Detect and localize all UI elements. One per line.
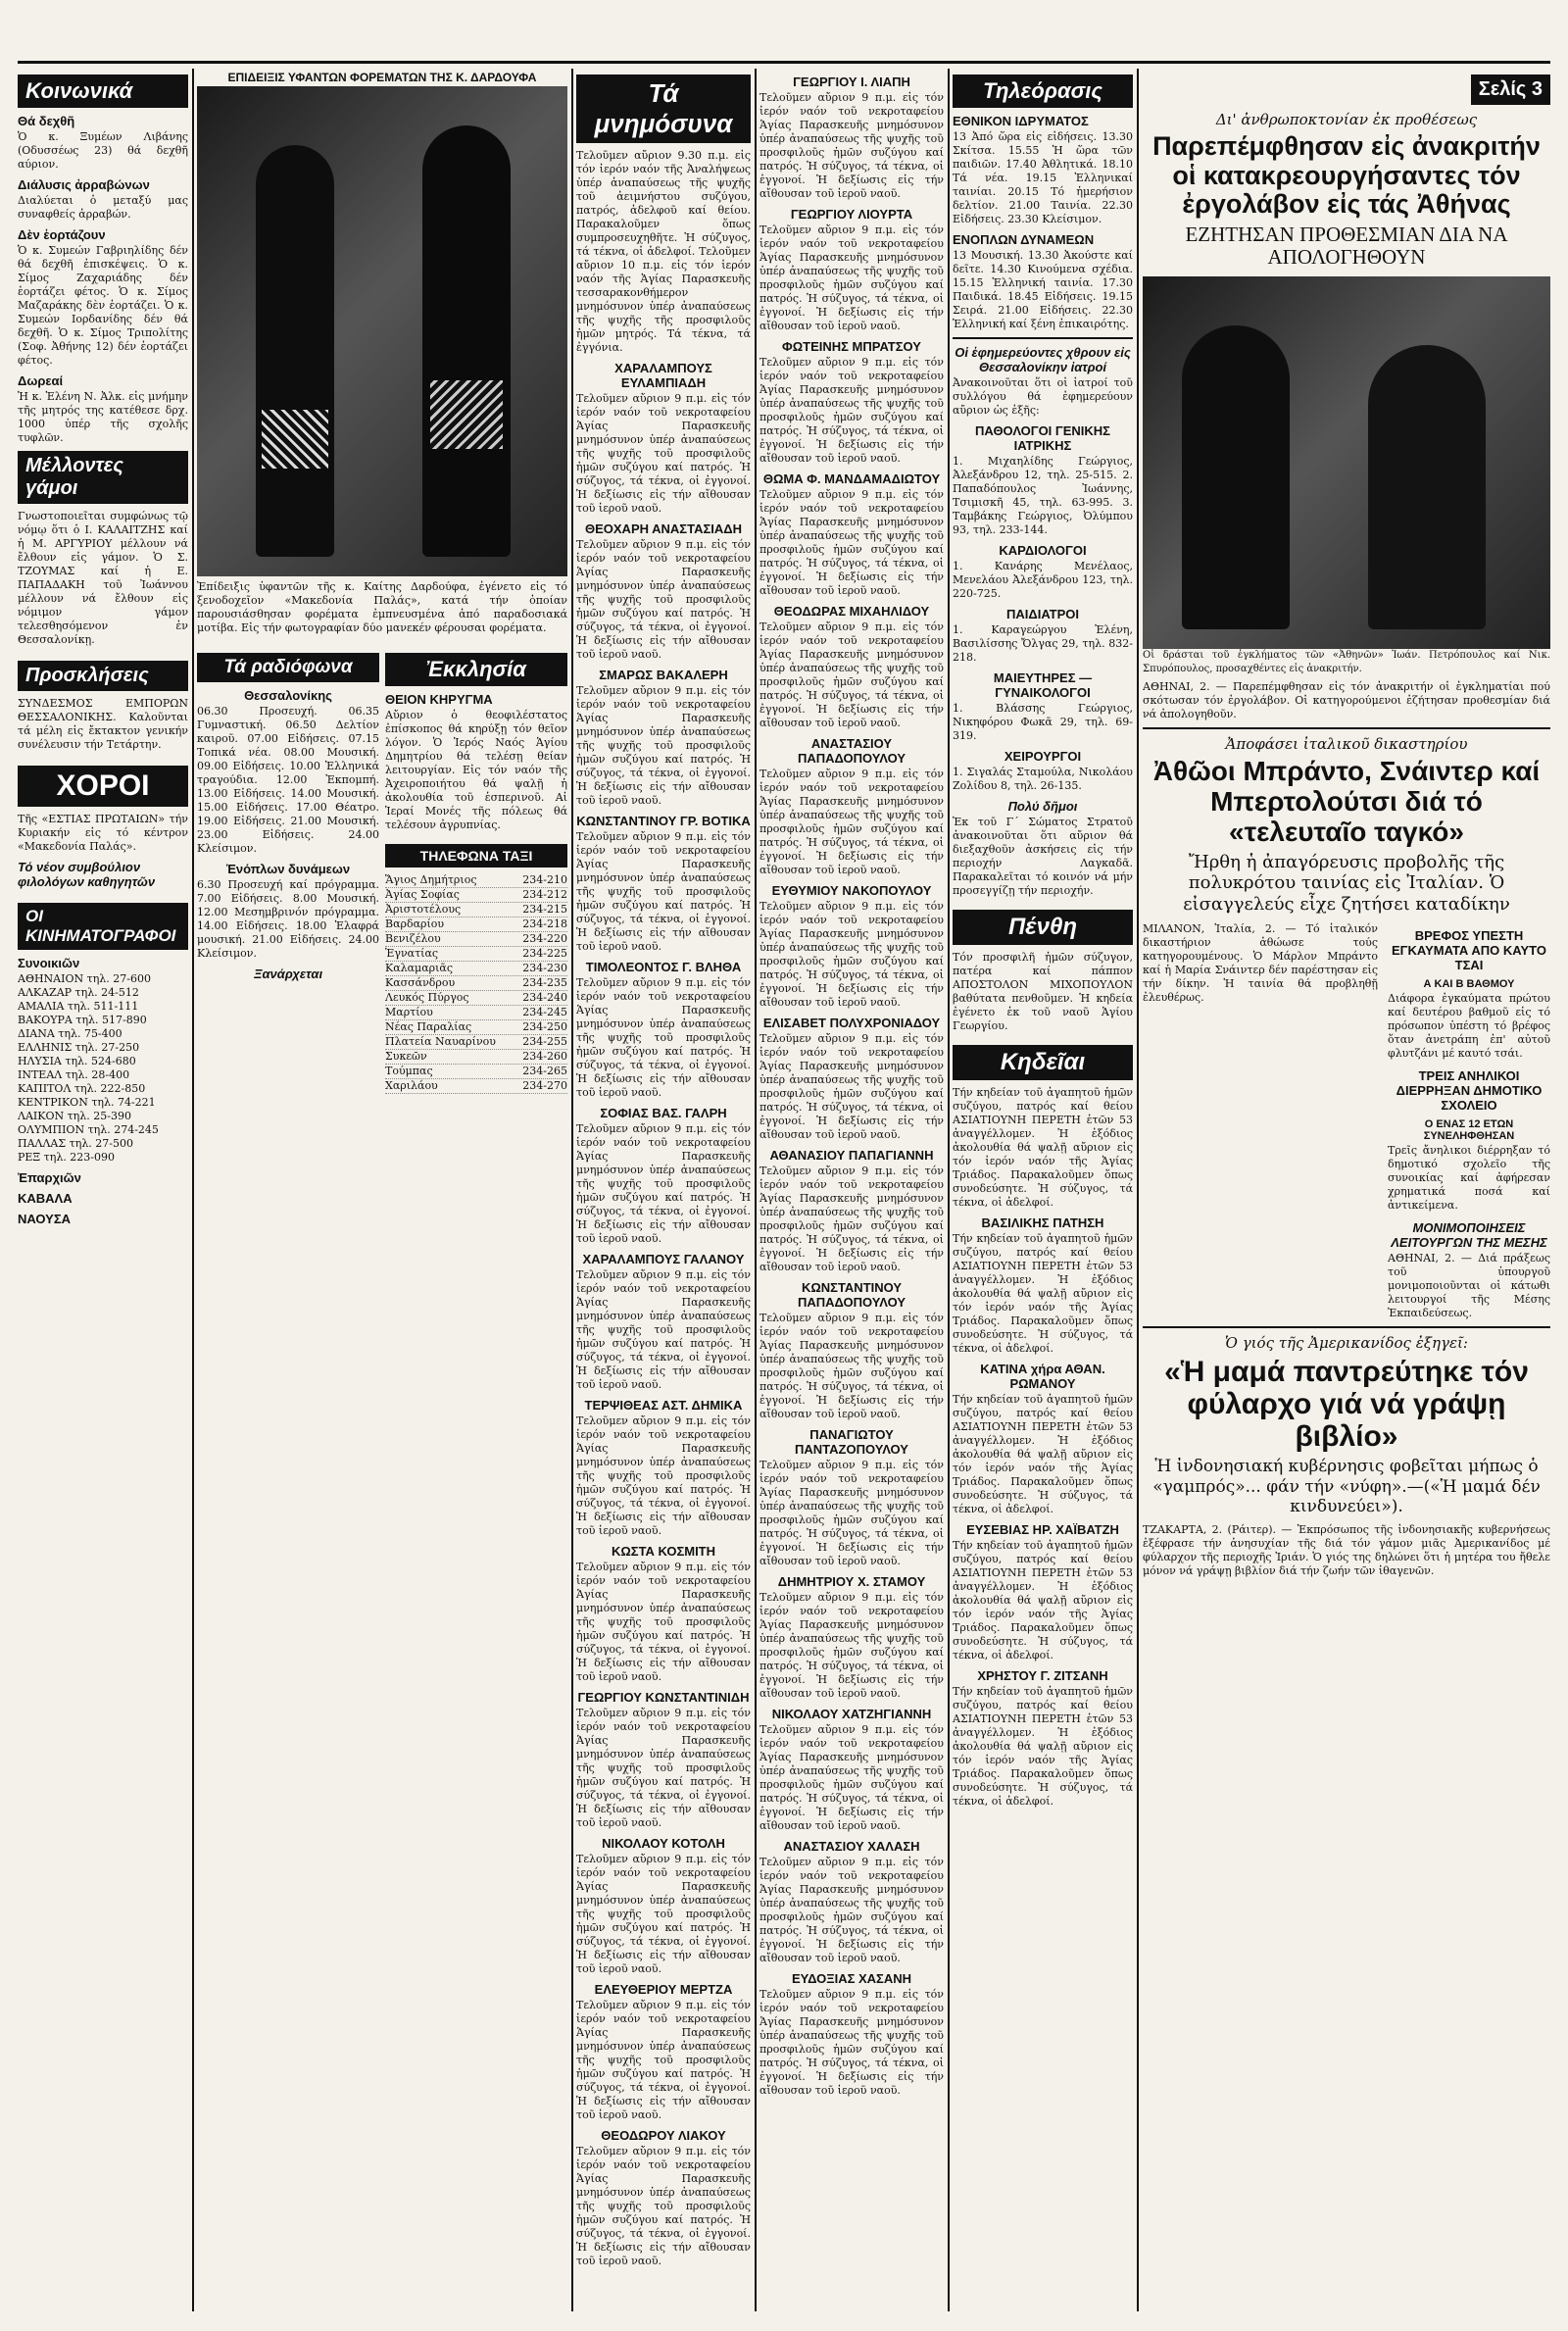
memorial-name: ΚΩΝΣΤΑΝΤΙΝΟΥ ΓΡ. ΒΟΤΙΚΑ bbox=[576, 814, 751, 828]
memorial-name: ΑΝΑΣΤΑΣΙΟΥ ΠΑΠΑΔΟΠΟΥΛΟΥ bbox=[797, 736, 906, 766]
memorial-text: Τελοῦμεν αὔριον 9 π.μ. εἰς τόν ἱερόν ναόν τοῦ νεκροταφείου Ἁγίας Παρασκευῆς μνημόσυνον ὑπέρ ἀναπαύσεως τῆς ψυχῆς τοῦ προσφιλοῦς ἡμῶν συζύγου καί πατρός. Ἡ σύζυγος, τά τέκνα, οἱ ἐγγονοί. Ἡ δεξίωσις εἰς τήν αἴθουσαν τοῦ ἱεροῦ ναοῦ. bbox=[576, 1414, 751, 1537]
radio-text-2: 6.30 Προσευχή καί πρόγραμμα. 7.00 Εἰδήσεις. 8.00 Μουσική. 12.00 Μεσημβρινόν πρόγραμμα. 14.00 Εἰδήσεις. 18.00 Ἑλαφρά μουσική. 21.00 Εἰδήσεις. 24.00 Κλείσιμον. bbox=[197, 878, 379, 960]
court-headline: Ἀθῶοι Μπράντο, Σνάιντερ καί Μπερτολούτσι διά τό «τελευταῖο ταγκό» bbox=[1152, 756, 1541, 847]
taxi-row bbox=[385, 873, 567, 888]
doctor-specialty: ΠΑΘΟΛΟΓΟΙ ΓΕΝΙΚΗΣ ΙΑΤΡΙΚΗΣ bbox=[975, 423, 1110, 453]
taxi-stand-name: Βαρδαρίου bbox=[385, 918, 445, 930]
suspect-figure bbox=[1368, 345, 1486, 629]
memorials-heading: Τά μνημόσυνα bbox=[576, 74, 751, 143]
memorial-name: ΚΩΣΤΑ ΚΟΣΜΙΤΗ bbox=[611, 1544, 716, 1559]
taxi-stand-name: Τούμπας bbox=[385, 1065, 433, 1077]
memorial-text: Τελοῦμεν αὔριον 9 π.μ. εἰς τόν ἱερόν ναόν τοῦ νεκροταφείου Ἁγίας Παρασκευῆς μνημόσυνον ὑπέρ ἀναπαύσεως τῆς ψυχῆς τοῦ προσφιλοῦς ἡμῶν συζύγου καί πατρός. Ἡ σύζυγος, τά τέκνα, οἱ ἐγγονοί. Ἡ δεξίωσις εἰς τήν αἴθουσαν τοῦ ἱεροῦ ναοῦ. bbox=[760, 1856, 944, 1964]
memorial-name: ΓΕΩΡΓΙΟΥ Ι. ΛΙΑΠΗ bbox=[793, 74, 910, 89]
cinema-entry: ΛΑΙΚΟΝ τηλ. 25-390 bbox=[18, 1110, 131, 1122]
radio-text: 06.30 Προσευχή. 06.35 Γυμναστική. 06.50 Δελτίον καιροῦ. 07.00 Εἰδήσεις. 07.15 Τοπικά νέα. 08.00 Μουσική. 09.00 Εἰδήσεις. 10.00 Ἑλληνικά τραγούδια. 12.00 Ἐκπομπή. 13.00 Εἰδήσεις. 14.00 Μουσική. 15.00 Εἰδήσεις. 17.00 Θέατρο. 19.00 Εἰδήσεις. 21.00 Μουσική. 23.00 Εἰδήσεις. 24.00 Κλείσιμον. bbox=[197, 705, 379, 855]
taxi-stand-name: Συκεῶν bbox=[385, 1050, 427, 1063]
memorial-text: Τελοῦμεν αὔριον 9 π.μ. εἰς τόν ἱερόν ναόν τοῦ νεκροταφείου Ἁγίας Παρασκευῆς μνημόσυνον ὑπέρ ἀναπαύσεως τῆς ψυχῆς τοῦ προσφιλοῦς ἡμῶν συζύγου καί πατρός. Ἡ σύζυγος, τά τέκνα, οἱ ἐγγονοί. Ἡ δεξίωσις εἰς τήν αἴθουσαν τοῦ ἱεροῦ ναοῦ. bbox=[576, 1268, 751, 1391]
memorial-text: Τελοῦμεν αὔριον 9 π.μ. εἰς τόν ἱερόν ναόν τοῦ νεκροταφείου Ἁγίας Παρασκευῆς μνημόσυνον ὑπέρ ἀναπαύσεως τῆς ψυχῆς τοῦ προσφιλοῦς ἡμῶν συζύγου καί πατρός. Ἡ σύζυγος, τά τέκνα, οἱ ἐγγονοί. Ἡ δεξίωσις εἰς τήν αἴθουσαν τοῦ ἱεροῦ ναοῦ. bbox=[576, 538, 751, 661]
cinemas-heading: ΟΙ ΚΙΝΗΜΑΤΟΓΡΑΦΟΙ bbox=[18, 903, 188, 950]
nameday-title: Δὲν ἑορτάζουν bbox=[18, 227, 106, 242]
memorial-name: ΝΙΚΟΛΑΟΥ ΧΑΤΖΗΓΙΑΝΝΗ bbox=[771, 1707, 932, 1721]
memorial-text: Τελοῦμεν αὔριον 9 π.μ. εἰς τόν ἱερόν ναόν τοῦ νεκροταφείου Ἁγίας Παρασκευῆς μνημόσυνον ὑπέρ ἀναπαύσεως τῆς ψυχῆς τοῦ προσφιλοῦς ἡμῶν συζύγου καί πατρός. Ἡ σύζυγος, τά τέκνα, οἱ ἐγγονοί. Ἡ δεξίωσις εἰς τήν αἴθουσαν τοῦ ἱεροῦ ναοῦ. bbox=[576, 2145, 751, 2267]
funeral-name: ΧΡΗΣΤΟΥ Γ. ΖΙΤΣΑΝΗ bbox=[977, 1668, 1108, 1683]
taxi-stand-name: Καλαμαριᾶς bbox=[385, 962, 453, 974]
weddings-text: Γνωστοποιεῖται συμφώνως τῷ νόμῳ ὅτι ὁ Ι. ΚΑΛΑΙΤΖΗΣ καί ἡ Μ. ΑΡΓΥΡΙΟΥ μέλλουν νά ἔλθουν εἰς γάμον. Ὁ Σ. ΤΖΟΥΜΑΣ καί ἡ Ε. ΠΑΠΑΔΑΚΗ τοῦ Ἰωάννου μέλλουν νά ἔλθουν εἰς νόμιμον γάμον τελεσθησόμενον ἐν Θεσσαλονίκῃ. bbox=[18, 510, 188, 646]
column-rule bbox=[948, 69, 950, 2311]
taxi-row bbox=[385, 903, 567, 918]
cinema-entry: ΚΕΝΤΡΙΚΟΝ τηλ. 74-221 bbox=[18, 1096, 156, 1109]
doctor-entry: 1. Σιγαλάς Σταμούλα, Νικολάου Ζολίδου 8, τηλ. 26-135. bbox=[953, 766, 1133, 792]
memorial-name: ΣΜΑΡΩΣ ΒΑΚΑΛΕΡΗ bbox=[599, 668, 728, 682]
mom-subhead: Ἡ ἰνδονησιακή κυβέρνησις φοβεῖται μήπως ὁ «γαμπρός»... φάν τήν «νύφη».—(«Ἡ μαμά δέν κινδυνεύει»). bbox=[1152, 1457, 1541, 1517]
tv-heading: Τηλεόρασις bbox=[953, 74, 1133, 108]
doctor-entry: 1. Καραγεώργου Ἑλένη, Βασιλίσσης Ὄλγας 29, τηλ. 832-218. bbox=[953, 623, 1133, 664]
fashion-radio-church-column bbox=[197, 69, 567, 2313]
taxi-row bbox=[385, 947, 567, 962]
taxi-phone: 234-270 bbox=[522, 1079, 567, 1092]
taxi-row bbox=[385, 1006, 567, 1020]
radio-sub-thessaloniki: Θεσσαλονίκης bbox=[244, 688, 332, 703]
crime-story: ΑΘΗΝΑΙ, 2. — Παρεπέμφθησαν εἰς τόν ἀνακριτήν οἱ ἐγκληματίαι πού σκότωσαν τόν ἐργολάβον. Οἱ κατηγορούμενοι ἐζήτησαν προθεσμίαν διά νά ἀπολογηθοῦν. bbox=[1143, 680, 1550, 721]
cinema-list bbox=[18, 972, 188, 1165]
invitations-heading: Προσκλήσεις bbox=[18, 661, 188, 691]
taxi-stand-name: Ἀγίας Σοφίας bbox=[385, 888, 460, 901]
funeral-text: Τήν κηδείαν τοῦ ἀγαπητοῦ ἡμῶν συζύγου, πατρός καί θείου ΑΣΙΑΤΙΟΥΝΗ ΠΕΡΕΤΗ ἐτῶν 53 ἀναγγέλλομεν. Ἡ ἐξόδιος ἀκολουθία θά ψαλῇ αὔριον εἰς τόν ἱερόν ναόν τῆς Ἁγίας Τριάδος. Παρακαλοῦμεν ὅπως συνοδεύσητε. Ἡ σύζυγος, τά τέκνα, οἱ ἀδελφοί. bbox=[953, 1232, 1133, 1355]
cinema-naousa: ΝΑΟΥΣΑ bbox=[18, 1212, 72, 1226]
funeral-name: ΕΥΣΕΒΙΑΣ ΗΡ. ΧΑΪΒΑΤΖΗ bbox=[966, 1522, 1119, 1537]
cinema-sub-neighbourhoods: Συνοικιῶν bbox=[18, 956, 80, 970]
memorial-name: ΕΛΙΣΑΒΕΤ ΠΟΛΥΧΡΟΝΙΑΔΟΥ bbox=[762, 1016, 941, 1030]
taxi-phone: 234-212 bbox=[522, 888, 567, 901]
taxi-row bbox=[385, 991, 567, 1006]
taxi-row bbox=[385, 962, 567, 976]
funeral-text: Τήν κηδείαν τοῦ ἀγαπητοῦ ἡμῶν συζύγου, πατρός καί θείου ΑΣΙΑΤΙΟΥΝΗ ΠΕΡΕΤΗ ἐτῶν 53 ἀναγγέλλομεν. Ἡ ἐξόδιος ἀκολουθία θά ψαλῇ αὔριον εἰς τόν ἱερόν ναόν τῆς Ἁγίας Τριάδος. Παρακαλοῦμεν ὅπως συνοδεύσητε. Ἡ σύζυγος, τά τέκνα, οἱ ἀδελφοί. bbox=[953, 1685, 1133, 1808]
radio-heading: Τά ραδιόφωνα bbox=[197, 653, 379, 682]
engagement-title: Διάλυσις ἀρραβώνων bbox=[18, 177, 150, 192]
cinema-entry: ΑΛΚΑΖΑΡ τηλ. 24-512 bbox=[18, 986, 139, 999]
invitations-text: ΣΥΝΔΕΣΜΟΣ ΕΜΠΟΡΩΝ ΘΕΣΣΑΛΟΝΙΚΗΣ. Καλοῦνται τά μέλη εἰς ἔκτακτον γενικήν συνέλευσιν τήν Τετάρτην. bbox=[18, 697, 188, 751]
memorials-column-2 bbox=[760, 69, 944, 2313]
taxi-row bbox=[385, 1035, 567, 1050]
city-notice-title: Πολύ δῆμοι bbox=[1007, 799, 1078, 814]
taxi-phone: 234-235 bbox=[522, 976, 567, 989]
column-rule bbox=[192, 69, 194, 2311]
page-tag: Σελίς 3 bbox=[1471, 74, 1550, 105]
fashion-banner: ΕΠΙΔΕΙΞΙΣ ΥΦΑΝΤΩΝ ΦΟΡΕΜΑΤΩΝ ΤΗΣ Κ. ΔΑΡΔΟΥΦΑ bbox=[227, 71, 537, 84]
memorial-name: ΘΕΟΧΑΡΗ ΑΝΑΣΤΑΣΙΑΔΗ bbox=[584, 521, 742, 536]
memorial-name: ΘΕΟΔΩΡΑΣ ΜΙΧΑΗΛΙΔΟΥ bbox=[773, 604, 930, 619]
receiving-text: Ὁ κ. Ξυμέων Λιβάνης (Οδυσσέως 23) θά δεχθῆ αύριον. bbox=[18, 130, 188, 171]
doctor-specialty: ΠΑΙΔΙΑΤΡΟΙ bbox=[1006, 607, 1079, 621]
cinema-entry: ΑΜΑΛΙΑ τηλ. 511-111 bbox=[18, 1000, 139, 1013]
funerals-heading: Κηδεῖαι bbox=[953, 1045, 1133, 1080]
taxi-phone: 234-225 bbox=[522, 947, 567, 960]
taxi-row bbox=[385, 888, 567, 903]
taxi-row bbox=[385, 932, 567, 947]
brief-3-text: ΑΘΗΝΑΙ, 2. — Διά πράξεως τοῦ ὑπουργοῦ μονιμοποιοῦνται οἱ κάτωθι λειτουργοί τῆς Μέσης Ἐκπαιδεύσεως. bbox=[1388, 1252, 1550, 1320]
suspect-figure bbox=[1182, 325, 1290, 629]
memorial-text: Τελοῦμεν αὔριον 9 π.μ. εἰς τόν ἱερόν ναόν τοῦ νεκροταφείου Ἁγίας Παρασκευῆς μνημόσυνον ὑπέρ ἀναπαύσεως τῆς ψυχῆς τοῦ προσφιλοῦς ἡμῶν συζύγου καί πατρός. Ἡ σύζυγος, τά τέκνα, οἱ ἐγγονοί. Ἡ δεξίωσις εἰς τήν αἴθουσαν τοῦ ἱεροῦ ναοῦ. bbox=[760, 91, 944, 200]
cinema-entry: ΚΑΠΙΤΟΛ τηλ. 222-850 bbox=[18, 1082, 146, 1095]
tv-text-national: 13 Ἀπό ὥρα εἰς εἰδήσεις. 13.30 Σκίτσα. 15.55 Ἡ ὥρα τῶν παιδιῶν. 17.40 Ἀθλητικά. 18.10 Τά νέα. 19.15 Ἐλληνικαί ταινίαι. 20.15 Τό ἡμερήσιον δελτίον. 21.00 Ταινία. 22.30 Εἰδήσεις. 23.30 Κλείσιμον. bbox=[953, 130, 1133, 225]
memorial-text: Τελοῦμεν αὔριον 9 π.μ. εἰς τόν ἱερόν ναόν τοῦ νεκροταφείου Ἁγίας Παρασκευῆς μνημόσυνον ὑπέρ ἀναπαύσεως τῆς ψυχῆς τοῦ προσφιλοῦς ἡμῶν συζύγου καί πατρός. Ἡ σύζυγος, τά τέκνα, οἱ ἐγγονοί. Ἡ δεξίωσις εἰς τήν αἴθουσαν τοῦ ἱεροῦ ναοῦ. bbox=[760, 1591, 944, 1700]
taxi-row bbox=[385, 1050, 567, 1065]
receiving-title: Θά δεχθῆ bbox=[18, 114, 75, 128]
cinema-entry: ΔΙΑΝΑ τηλ. 75-400 bbox=[18, 1027, 122, 1040]
sidebar-briefs bbox=[1388, 922, 1550, 1320]
memorial-name: ΘΕΟΔΩΡΟΥ ΛΙΑΚΟΥ bbox=[601, 2128, 726, 2143]
column-rule bbox=[1137, 69, 1139, 2311]
church-sub-2: Ξανάρχεται bbox=[253, 967, 323, 981]
memorial-name: ΘΩΜΑ Φ. ΜΑΝΔΑΜΑΔΙΩΤΟΥ bbox=[762, 471, 941, 486]
dress-pattern bbox=[262, 410, 328, 469]
taxi-phone: 234-215 bbox=[522, 903, 567, 916]
court-text: ΜΙΛΑΝΟΝ, Ἰταλία, 2. — Τό ἰταλικόν δικαστήριον ἀθώωσε τούς κατηγορουμένους. Ὁ Μάρλον Μπράντο καί ἡ Μαρία Σνάιντερ δέν παρέστησαν εἰς τήν δίκην. Ἡ ταινία θά προβληθῇ ἐλευθέρως. bbox=[1143, 922, 1378, 1005]
tv-sub-national: ΕΘΝΙΚΟΝ ΙΔΡΥΜΑΤΟΣ bbox=[953, 114, 1089, 128]
memorial-text: Τελοῦμεν αὔριον 9 π.μ. εἰς τόν ἱερόν ναόν τοῦ νεκροταφείου Ἁγίας Παρασκευῆς μνημόσυνον ὑπέρ ἀναπαύσεως τῆς ψυχῆς τοῦ προσφιλοῦς ἡμῶν συζύγου καί πατρός. Ἡ σύζυγος, τά τέκνα, οἱ ἐγγονοί. Ἡ δεξίωσις εἰς τήν αἴθουσαν τοῦ ἱεροῦ ναοῦ. bbox=[760, 1459, 944, 1567]
cinema-entry: ΙΝΤΕΑΛ τηλ. 28-400 bbox=[18, 1068, 130, 1081]
mom-text: ΤΖΑΚΑΡΤΑ, 2. (Ράιτερ). — Ἐκπρόσωπος τῆς ἰνδονησιακῆς κυβερνήσεως ἐξέφρασε τήν ἀνησυχίαν τῆς διά τόν γάμον μιᾶς Ἀμερικανίδος μέ φύλαρχον τῆς περιοχῆς Ἰριάν. Ὁ γιός της δηλώνει ὅτι ἡ μητέρα του ἤθελε μόνον νά γράψῃ βιβλίον διά τήν ζωήν τῶν ἰθαγενῶν. bbox=[1143, 1522, 1550, 1577]
memorial-name: ΣΟΦΙΑΣ ΒΑΣ. ΓΑΛΡΗ bbox=[600, 1106, 727, 1120]
engagement-text: Διαλύεται ὁ μεταξύ μας συναφθείς ἀρραβών. bbox=[18, 194, 188, 221]
crime-subhead: ΕΖΗΤΗΣΑΝ ΠΡΟΘΕΣΜΙΑΝ ΔΙΑ ΝΑ ΑΠΟΛΟΓΗΘΟΥΝ bbox=[1185, 223, 1508, 270]
taxi-row bbox=[385, 976, 567, 991]
memorial-text: Τελοῦμεν αὔριον 9 π.μ. εἰς τόν ἱερόν ναόν τοῦ νεκροταφείου Ἁγίας Παρασκευῆς μνημόσυνον ὑπέρ ἀναπαύσεως τῆς ψυχῆς τοῦ προσφιλοῦς ἡμῶν συζύγου καί πατρός. Ἡ σύζυγος, τά τέκνα, οἱ ἐγγονοί. Ἡ δεξίωσις εἰς τήν αἴθουσαν τοῦ ἱεροῦ ναοῦ. bbox=[576, 976, 751, 1099]
taxi-stand-name: Πλατεία Ναυαρίνου bbox=[385, 1035, 496, 1048]
taxi-phone: 234-250 bbox=[522, 1020, 567, 1033]
column-rule bbox=[755, 69, 757, 2311]
news-column bbox=[1143, 69, 1550, 2313]
court-kicker: Ἀποφάσει ἰταλικοῦ δικαστηρίου bbox=[1225, 735, 1468, 754]
memorial-name: ΓΕΩΡΓΙΟΥ ΚΩΝΣΤΑΝΤΙΝΙΔΗ bbox=[577, 1690, 750, 1705]
church-text: Αὔριον ὁ θεοφιλέστατος ἐπίσκοπος θά κηρύξῃ τόν θεῖον λόγον. Ὁ Ἱερός Ναός Ἁγίου Δημητρίου θά τελέσῃ θείαν λειτουργίαν. Εἰς τόν ναόν τῆς Ἀχειροποιήτου θά ψαλῇ ἡ ἀκολουθία τοῦ ἑσπερινοῦ. Αἱ Ἱεραί Μονές τῆς πόλεως θά τελέσουν ἀγρυπνίας. bbox=[385, 709, 567, 831]
taxi-phone: 234-265 bbox=[522, 1065, 567, 1077]
taxi-list bbox=[385, 873, 567, 1094]
memorial-name: ΧΑΡΑΛΑΜΠΟΥΣ ΕΥΛΑΜΠΙΑΔΗ bbox=[614, 361, 712, 390]
memorial-name: ΠΑΝΑΓΙΩΤΟΥ ΠΑΝΤΑΖΟΠΟΥΛΟΥ bbox=[795, 1427, 908, 1457]
brief-2-title: ΤΡΕΙΣ ΑΝΗΛΙΚΟΙ ΔΙΕΡΡΗΞΑΝ ΔΗΜΟΤΙΚΟ ΣΧΟΛΕΙΟ bbox=[1396, 1068, 1543, 1114]
funeral-text: Τήν κηδείαν τοῦ ἀγαπητοῦ ἡμῶν συζύγου, πατρός καί θείου ΑΣΙΑΤΙΟΥΝΗ ΠΕΡΕΤΗ ἐτῶν 53 ἀναγγέλλομεν. Ἡ ἐξόδιος ἀκολουθία θά ψαλῇ αὔριον εἰς τόν ἱερόν ναόν τῆς Ἁγίας Τριάδος. Παρακαλοῦμεν ὅπως συνοδεύσητε. Ἡ σύζυγος, τά τέκνα, οἱ ἀδελφοί. bbox=[953, 1539, 1133, 1661]
taxi-stand-name: Μαρτίου bbox=[385, 1006, 433, 1018]
taxi-heading: ΤΗΛΕΦΩΝΑ ΤΑΞΙ bbox=[385, 844, 567, 868]
mom-headline: «Ἡ μαμά παντρεύτηκε τόν φύλαρχο γιά νά γράψῃ βιβλίο» bbox=[1164, 1356, 1529, 1454]
fashion-photo bbox=[197, 86, 567, 576]
memorial-name: ΚΩΝΣΤΑΝΤΙΝΟΥ ΠΑΠΑΔΟΠΟΥΛΟΥ bbox=[797, 1280, 906, 1310]
memorial-name: ΑΘΑΝΑΣΙΟΥ ΠΑΠΑΓΙΑΝΝΗ bbox=[769, 1148, 934, 1163]
memorials-intro: Τελοῦμεν αὔριον 9.30 π.μ. εἰς τόν ἱερόν ναόν τῆς Ἀναλήψεως ὑπέρ ἀναπαύσεως τῆς ψυχῆς τοῦ ἀειμνήστου συζύγου, πατρός, ἀδελφοῦ καί θείου. Παρακαλοῦμεν ὅπως συμπροσευχηθῆτε. Ἡ σύζυγος, τά τέκνα, οἱ ἀδελφοί. Τελοῦμεν αὔριον 10 π.μ. εἰς τόν ἱερόν ναόν τῆς Ἁγίας Παρασκευῆς τεσσαρακονθήμερον μνημόσυνον ὑπέρ ἀναπαύσεως τῆς ψυχῆς τῆς προσφιλοῦς ἡμῶν μητρός. Τά τέκνα, τά ἐγγόνια. bbox=[576, 149, 751, 354]
society-heading: Κοινωνικά bbox=[18, 74, 188, 108]
tv-sub-armed: ΕΝΟΠΛΩΝ ΔΥΝΑΜΕΩΝ bbox=[953, 232, 1095, 247]
taxi-stand-name: Ἐγνατίας bbox=[385, 947, 439, 960]
memorial-text: Τελοῦμεν αὔριον 9 π.μ. εἰς τόν ἱερόν ναόν τοῦ νεκροταφείου Ἁγίας Παρασκευῆς μνημόσυνον ὑπέρ ἀναπαύσεως τῆς ψυχῆς τοῦ προσφιλοῦς ἡμῶν συζύγου καί πατρός. Ἡ σύζυγος, τά τέκνα, οἱ ἐγγονοί. Ἡ δεξίωσις εἰς τήν αἴθουσαν τοῦ ἱεροῦ ναοῦ. bbox=[576, 684, 751, 807]
memorial-name: ΕΛΕΥΘΕΡΙΟΥ ΜΕΡΤΖΑ bbox=[594, 1982, 733, 1997]
brief-1-title: ΒΡΕΦΟΣ ΥΠΕΣΤΗ ΕΓΚΑΥΜΑΤΑ ΑΠΟ ΚΑΥΤΟ ΤΣΑΙ bbox=[1392, 928, 1546, 973]
tv-doctors-column bbox=[953, 69, 1133, 2313]
suspects-caption: Οἱ δράσται τοῦ ἐγκλήματος τῶν «Ἀθηνῶν» Ἰωάν. Πετρόπουλος καί Νικ. Σπυρόπουλος, προσαχθέντες εἰς ἀνακριτήν. bbox=[1143, 650, 1550, 675]
cinema-entry: ΕΛΛΗΝΙΣ τηλ. 27-250 bbox=[18, 1041, 140, 1054]
crime-kicker: Δι' ἀνθρωποκτονίαν ἐκ προθέσεως bbox=[1215, 111, 1478, 128]
memorials-column bbox=[576, 69, 751, 2313]
memorial-text: Τελοῦμεν αὔριον 9 π.μ. εἰς τόν ἱερόν ναόν τοῦ νεκροταφείου Ἁγίας Παρασκευῆς μνημόσυνον ὑπέρ ἀναπαύσεως τῆς ψυχῆς τοῦ προσφιλοῦς ἡμῶν συζύγου καί πατρός. Ἡ σύζυγος, τά τέκνα, οἱ ἐγγονοί. Ἡ δεξίωσις εἰς τήν αἴθουσαν τοῦ ἱεροῦ ναοῦ. bbox=[760, 223, 944, 332]
cinema-kavala: ΚΑΒΑΛΑ bbox=[18, 1191, 73, 1206]
crime-headline: Παρεπέμφθησαν εἰς ἀνακριτήν οἱ κατακρεουργήσαντες τόν ἐργολάβον εἰς τάς Ἀθήνας bbox=[1152, 131, 1541, 220]
taxi-phone: 234-255 bbox=[522, 1035, 567, 1048]
brief-1-text: Διάφορα ἐγκαύματα πρώτου καί δευτέρου βαθμοῦ εἰς τό πρόσωπον ὑπέστη τό βρέφος ὅταν ἀνετράπη ἐπ' αὐτοῦ φλυτζάνι μέ καυτό τσάι. bbox=[1388, 992, 1550, 1061]
taxi-stand-name: Κασσάνδρου bbox=[385, 976, 456, 989]
memorial-name: ΤΕΡΨΙΘΕΑΣ ΑΣΤ. ΔΗΜΙΚΑ bbox=[584, 1398, 743, 1413]
cinema-entry: ΠΑΛΛΑΣ τηλ. 27-500 bbox=[18, 1137, 133, 1150]
weddings-heading: Μέλλοντες γάμοι bbox=[18, 451, 188, 504]
taxi-row bbox=[385, 1065, 567, 1079]
funeral-text: Τήν κηδείαν τοῦ ἀγαπητοῦ ἡμῶν συζύγου, πατρός καί θείου ΑΣΙΑΤΙΟΥΝΗ ΠΕΡΕΤΗ ἐτῶν 53 ἀναγγέλλομεν. Ἡ ἐξόδιος ἀκολουθία θά ψαλῇ αὔριον εἰς τόν ἱερόν ναόν τῆς Ἁγίας Τριάδος. Παρακαλοῦμεν ὅπως συνοδεύσητε. Ἡ σύζυγος, τά τέκνα, οἱ ἀδελφοί. bbox=[953, 1393, 1133, 1515]
taxi-stand-name: Χαριλάου bbox=[385, 1079, 438, 1092]
cinema-entry: ΟΛΥΜΠΙΟΝ τηλ. 274-245 bbox=[18, 1123, 159, 1136]
taxi-row bbox=[385, 1079, 567, 1094]
top-border bbox=[18, 61, 1550, 64]
memorial-name: ΕΥΘΥΜΙΟΥ ΝΑΚΟΠΟΥΛΟΥ bbox=[771, 883, 932, 898]
memorial-text: Τελοῦμεν αὔριον 9 π.μ. εἰς τόν ἱερόν ναόν τοῦ νεκροταφείου Ἁγίας Παρασκευῆς μνημόσυνον ὑπέρ ἀναπαύσεως τῆς ψυχῆς τοῦ προσφιλοῦς ἡμῶν συζύγου καί πατρός. Ἡ σύζυγος, τά τέκνα, οἱ ἐγγονοί. Ἡ δεξίωσις εἰς τήν αἴθουσαν τοῦ ἱεροῦ ναοῦ. bbox=[760, 488, 944, 597]
radio-sub-armed-forces: Ἐνόπλων δυνάμεων bbox=[225, 862, 351, 876]
mourning-text: Τόν προσφιλῆ ἡμῶν σύζυγον, πατέρα καί πάππον ΑΠΟΣΤΟΛΟΝ ΜΙΧΟΠΟΥΛΟΝ βαθύτατα πενθοῦμεν. Ἡ κηδεία ἐγένετο ἐκ τοῦ ναοῦ Ἁγίου Γεωργίου. bbox=[953, 951, 1133, 1032]
donations-title: Δωρεαί bbox=[18, 373, 64, 388]
society-column bbox=[18, 69, 188, 2313]
taxi-phone: 234-245 bbox=[522, 1006, 567, 1018]
doctor-specialty: ΜΑΙΕΥΤΗΡΕΣ — ΓΥΝΑΙΚΟΛΟΓΟΙ bbox=[993, 670, 1093, 700]
church-sub: ΘΕΙΟΝ ΚΗΡΥΓΜΑ bbox=[385, 692, 493, 707]
doctors-list bbox=[953, 423, 1133, 793]
model-figure-right bbox=[422, 125, 511, 557]
brief-2-sub: Ο ΕΝΑΣ 12 ΕΤΩΝ ΣΥΝΕΛΗΦΘΗΣΑΝ bbox=[1423, 1118, 1515, 1143]
memorial-text: Τελοῦμεν αὔριον 9 π.μ. εἰς τόν ἱερόν ναόν τοῦ νεκροταφείου Ἁγίας Παρασκευῆς μνημόσυνον ὑπέρ ἀναπαύσεως τῆς ψυχῆς τοῦ προσφιλοῦς ἡμῶν συζύγου καί πατρός. Ἡ σύζυγος, τά τέκνα, οἱ ἐγγονοί. Ἡ δεξίωσις εἰς τήν αἴθουσαν τοῦ ἱεροῦ ναοῦ. bbox=[760, 1032, 944, 1141]
cinema-sub-provinces: Ἐπαρχιῶν bbox=[18, 1170, 81, 1185]
brief-3-title: ΜΟΝΙΜΟΠΟΙΗΣΕΙΣ ΛΕΙΤΟΥΡΓΩΝ ΤΗΣ ΜΕΣΗΣ bbox=[1391, 1220, 1547, 1251]
memorial-name: ΓΕΩΡΓΙΟΥ ΛΙΟΥΡΤΑ bbox=[790, 207, 913, 222]
taxi-stand-name: Λευκός Πύργος bbox=[385, 991, 469, 1004]
memorial-text: Τελοῦμεν αὔριον 9 π.μ. εἰς τόν ἱερόν ναόν τοῦ νεκροταφείου Ἁγίας Παρασκευῆς μνημόσυνον ὑπέρ ἀναπαύσεως τῆς ψυχῆς τοῦ προσφιλοῦς ἡμῶν συζύγου καί πατρός. Ἡ σύζυγος, τά τέκνα, οἱ ἐγγονοί. Ἡ δεξίωσις εἰς τήν αἴθουσαν τοῦ ἱεροῦ ναοῦ. bbox=[576, 1122, 751, 1245]
dress-pattern bbox=[430, 380, 503, 449]
memorial-text: Τελοῦμεν αὔριον 9 π.μ. εἰς τόν ἱερόν ναόν τοῦ νεκροταφείου Ἁγίας Παρασκευῆς μνημόσυνον ὑπέρ ἀναπαύσεως τῆς ψυχῆς τοῦ προσφιλοῦς ἡμῶν συζύγου καί πατρός. Ἡ σύζυγος, τά τέκνα, οἱ ἐγγονοί. Ἡ δεξίωσις εἰς τήν αἴθουσαν τοῦ ἱεροῦ ναοῦ. bbox=[760, 1723, 944, 1832]
doctor-entry: 1. Βλάσσης Γεώργιος, Νικηφόρου Φωκᾶ 29, τηλ. 69-319. bbox=[953, 702, 1133, 742]
memorial-name: ΕΥΔΟΞΙΑΣ ΧΑΣΑΝΗ bbox=[791, 1971, 912, 1986]
funeral-name: ΚΑΤΙΝΑ χήρα ΑΘΑΝ. ΡΩΜΑΝΟΥ bbox=[980, 1362, 1105, 1391]
brief-1-sub: Α ΚΑΙ Β ΒΑΘΜΟΥ bbox=[1423, 978, 1515, 991]
taxi-row bbox=[385, 918, 567, 932]
memorial-text: Τελοῦμεν αὔριον 9 π.μ. εἰς τόν ἱερόν ναόν τοῦ νεκροταφείου Ἁγίας Παρασκευῆς μνημόσυνον ὑπέρ ἀναπαύσεως τῆς ψυχῆς τοῦ προσφιλοῦς ἡμῶν συζύγου καί πατρός. Ἡ σύζυγος, τά τέκνα, οἱ ἐγγονοί. Ἡ δεξίωσις εἰς τήν αἴθουσαν τοῦ ἱεροῦ ναοῦ. bbox=[576, 1853, 751, 1975]
memorials-list bbox=[576, 361, 751, 2268]
nameday-text: Ὁ κ. Συμεών Γαβριηλίδης δέν θά δεχθῆ ἐπισκέψεις. Ὁ κ. Σίμος Ζαχαριάδης δέν ἑορτάζει φέτος. Ὁ κ. Σίμος Μαζαράκης δὲν ἑορτάζει. Ὁ κ. Συμεών Ιορδανίδης δέν θά δεχθῆ. Ὁ κ. Σίμος Τριπολίτης (Σοφ. Ἀθήνης 12) δέν ἑορτάζει φέτος. bbox=[18, 244, 188, 367]
dances-heading: ΧΟΡΟΙ bbox=[18, 766, 188, 807]
memorial-name: ΑΝΑΣΤΑΣΙΟΥ ΧΑΛΑΣΗ bbox=[783, 1839, 920, 1854]
memorial-text: Τελοῦμεν αὔριον 9 π.μ. εἰς τόν ἱερόν ναόν τοῦ νεκροταφείου Ἁγίας Παρασκευῆς μνημόσυνον ὑπέρ ἀναπαύσεως τῆς ψυχῆς τοῦ προσφιλοῦς ἡμῶν συζύγου καί πατρός. Ἡ σύζυγος, τά τέκνα, οἱ ἐγγονοί. Ἡ δεξίωσις εἰς τήν αἴθουσαν τοῦ ἱεροῦ ναοῦ. bbox=[760, 620, 944, 729]
cinema-entry: ΑΘΗΝΑΙΟΝ τηλ. 27-600 bbox=[18, 972, 151, 985]
mom-kicker: Ὁ γιός τῆς Ἀμερικανίδος ἐξηγεῖ: bbox=[1225, 1334, 1468, 1353]
doctors-intro: Ἀνακοινοῦται ὅτι οἱ ἰατροί τοῦ συλλόγου θά ἐφημερεύουν αὔριον ὡς ἑξῆς: bbox=[953, 376, 1133, 417]
dances-text: Τῆς «ΕΣΤΙΑΣ ΠΡΩΤΑΙΩΝ» τήν Κυριακήν εἰς τό κέντρον «Μακεδονία Παλάς». bbox=[18, 813, 188, 853]
memorial-name: ΧΑΡΑΛΑΜΠΟΥΣ ΓΑΛΑΝΟΥ bbox=[582, 1252, 745, 1266]
taxi-stand-name: Βενιζέλου bbox=[385, 932, 441, 945]
taxi-stand-name: Ἀριστοτέλους bbox=[385, 903, 462, 916]
doctor-entry: 1. Μιχαηλίδης Γεώργιος, Ἀλεξάνδρου 12, τηλ. 25-515. 2. Παπαδόπουλος Ἰωάννης, Τσιμισκῆ 45, τηλ. 63-995. 3. Ταμβάκης Γεώργιος, Ὀλύμπου 93, τηλ. 233-144. bbox=[953, 455, 1133, 536]
radio-section bbox=[197, 647, 379, 1094]
fashion-caption: Ἐπίδειξις ὑφαντῶν τῆς κ. Καίτης Δαρδούφα, ἐγένετο εἰς τό ξενοδοχεῖον «Μακεδονία Παλάς», κατά τήν ὁποίαν παρουσιάσθησαν φορέματα ἐμπνευσμένα ἀπό παραδοσιακά μοτίβα. Εἰς τήν φωτογραφίαν δύο μανεκέν φέρουσαι φορέματα. bbox=[197, 580, 567, 634]
memorials-list bbox=[760, 74, 944, 2098]
taxi-stand-name: Νέας Παραλίας bbox=[385, 1020, 472, 1033]
cinema-entry: ΒΑΚΟΥΡΑ τηλ. 517-890 bbox=[18, 1014, 147, 1026]
memorial-text: Τελοῦμεν αὔριον 9 π.μ. εἰς τόν ἱερόν ναόν τοῦ νεκροταφείου Ἁγίας Παρασκευῆς μνημόσυνον ὑπέρ ἀναπαύσεως τῆς ψυχῆς τοῦ προσφιλοῦς ἡμῶν συζύγου καί πατρός. Ἡ σύζυγος, τά τέκνα, οἱ ἐγγονοί. Ἡ δεξίωσις εἰς τήν αἴθουσαν τοῦ ἱεροῦ ναοῦ. bbox=[576, 392, 751, 515]
memorial-text: Τελοῦμεν αὔριον 9 π.μ. εἰς τόν ἱερόν ναόν τοῦ νεκροταφείου Ἁγίας Παρασκευῆς μνημόσυνον ὑπέρ ἀναπαύσεως τῆς ψυχῆς τοῦ προσφιλοῦς ἡμῶν συζύγου καί πατρός. Ἡ σύζυγος, τά τέκνα, οἱ ἐγγονοί. Ἡ δεξίωσις εἰς τήν αἴθουσαν τοῦ ἱεροῦ ναοῦ. bbox=[576, 830, 751, 953]
cinema-entry: ΡΕΞ τηλ. 223-090 bbox=[18, 1151, 116, 1164]
taxi-row bbox=[385, 1020, 567, 1035]
taxi-phone: 234-218 bbox=[522, 918, 567, 930]
memorial-text: Τελοῦμεν αὔριον 9 π.μ. εἰς τόν ἱερόν ναόν τοῦ νεκροταφείου Ἁγίας Παρασκευῆς μνημόσυνον ὑπέρ ἀναπαύσεως τῆς ψυχῆς τοῦ προσφιλοῦς ἡμῶν συζύγου καί πατρός. Ἡ σύζυγος, τά τέκνα, οἱ ἐγγονοί. Ἡ δεξίωσις εἰς τήν αἴθουσαν τοῦ ἱεροῦ ναοῦ. bbox=[760, 768, 944, 876]
taxi-stand-name: Ἅγιος Δημήτριος bbox=[385, 873, 477, 886]
memorial-name: ΝΙΚΟΛΑΟΥ ΚΟΤΟΛΗ bbox=[602, 1836, 725, 1851]
taxi-phone: 234-210 bbox=[522, 873, 567, 886]
memorial-text: Τελοῦμεν αὔριον 9 π.μ. εἰς τόν ἱερόν ναόν τοῦ νεκροταφείου Ἁγίας Παρασκευῆς μνημόσυνον ὑπέρ ἀναπαύσεως τῆς ψυχῆς τοῦ προσφιλοῦς ἡμῶν συζύγου καί πατρός. Ἡ σύζυγος, τά τέκνα, οἱ ἐγγονοί. Ἡ δεξίωσις εἰς τήν αἴθουσαν τοῦ ἱεροῦ ναοῦ. bbox=[760, 356, 944, 465]
doctor-specialty: ΧΕΙΡΟΥΡΓΟΙ bbox=[1004, 749, 1082, 764]
brief-2-text: Τρεῖς ἄνηλικοι διέρρηξαν τό δημοτικό σχολεῖο τῆς συνοικίας καί ἀφήρεσαν χρηματικά ποσά καί ἀντικείμενα. bbox=[1388, 1144, 1550, 1213]
memorial-name: ΦΩΤΕΙΝΗΣ ΜΠΡΑΤΣΟΥ bbox=[782, 339, 921, 354]
suspects-photo bbox=[1143, 276, 1550, 649]
council-title: Τό νέον συμβούλιον φιλολόγων καθηγητῶν bbox=[18, 860, 156, 889]
taxi-phone: 234-260 bbox=[522, 1050, 567, 1063]
memorial-text: Τελοῦμεν αὔριον 9 π.μ. εἰς τόν ἱερόν ναόν τοῦ νεκροταφείου Ἁγίας Παρασκευῆς μνημόσυνον ὑπέρ ἀναπαύσεως τῆς ψυχῆς τοῦ προσφιλοῦς ἡμῶν συζύγου καί πατρός. Ἡ σύζυγος, τά τέκνα, οἱ ἐγγονοί. Ἡ δεξίωσις εἰς τήν αἴθουσαν τοῦ ἱεροῦ ναοῦ. bbox=[760, 1988, 944, 2097]
city-notice-text: Ἐκ τοῦ Γ΄ Σώματος Στρατοῦ ἀνακοινοῦται ὅτι αὔριον θά διεξαχθοῦν ἀσκήσεις εἰς τήν περιοχήν Λαγκαδᾶ. Παρακαλεῖται τό κοινόν νά μήν προσεγγίζῃ τήν περιοχήν. bbox=[953, 816, 1133, 897]
taxi-phone: 234-230 bbox=[522, 962, 567, 974]
funerals-text: Τήν κηδείαν τοῦ ἀγαπητοῦ ἡμῶν συζύγου, πατρός καί θείου ΑΣΙΑΤΙΟΥΝΗ ΠΕΡΕΤΗ ἐτῶν 53 ἀναγγέλλομεν. Ἡ ἐξόδιος ἀκολουθία θά ψαλῇ αὔριον εἰς τόν ἱερόν ναόν τῆς Ἁγίας Τριάδος. Παρακαλοῦμεν ὅπως συνοδεύσητε. Ἡ σύζυγος, τά τέκνα, οἱ ἀδελφοί. bbox=[953, 1086, 1133, 1209]
donations-text: Ἡ κ. Ἑλένη Ν. Ἀλκ. εἰς μνήμην τῆς μητρός της κατέθεσε δρχ. 1000 ὑπέρ τῆς σχολῆς τυφλῶν. bbox=[18, 390, 188, 444]
memorial-text: Τελοῦμεν αὔριον 9 π.μ. εἰς τόν ἱερόν ναόν τοῦ νεκροταφείου Ἁγίας Παρασκευῆς μνημόσυνον ὑπέρ ἀναπαύσεως τῆς ψυχῆς τοῦ προσφιλοῦς ἡμῶν συζύγου καί πατρός. Ἡ σύζυγος, τά τέκνα, οἱ ἐγγονοί. Ἡ δεξίωσις εἰς τήν αἴθουσαν τοῦ ἱεροῦ ναοῦ. bbox=[760, 1165, 944, 1273]
memorial-text: Τελοῦμεν αὔριον 9 π.μ. εἰς τόν ἱερόν ναόν τοῦ νεκροταφείου Ἁγίας Παρασκευῆς μνημόσυνον ὑπέρ ἀναπαύσεως τῆς ψυχῆς τοῦ προσφιλοῦς ἡμῶν συζύγου καί πατρός. Ἡ σύζυγος, τά τέκνα, οἱ ἐγγονοί. Ἡ δεξίωσις εἰς τήν αἴθουσαν τοῦ ἱεροῦ ναοῦ. bbox=[576, 1999, 751, 2121]
doctors-heading: Οἱ ἐφημερεύοντες χθρουν εἰς Θεσσαλονίκην ἰατροί bbox=[955, 345, 1131, 374]
model-figure-left bbox=[256, 145, 334, 557]
mourning-heading: Πένθη bbox=[953, 910, 1133, 945]
memorial-name: ΔΗΜΗΤΡΙΟΥ Χ. ΣΤΑΜΟΥ bbox=[777, 1574, 926, 1589]
cinema-entry: ΗΛΥΣΙΑ τηλ. 524-680 bbox=[18, 1055, 136, 1067]
memorial-name: ΤΙΜΟΛΕΟΝΤΟΣ Γ. ΒΛΗΘΑ bbox=[585, 960, 742, 974]
taxi-phone: 234-240 bbox=[522, 991, 567, 1004]
memorial-text: Τελοῦμεν αὔριον 9 π.μ. εἰς τόν ἱερόν ναόν τοῦ νεκροταφείου Ἁγίας Παρασκευῆς μνημόσυνον ὑπέρ ἀναπαύσεως τῆς ψυχῆς τοῦ προσφιλοῦς ἡμῶν συζύγου καί πατρός. Ἡ σύζυγος, τά τέκνα, οἱ ἐγγονοί. Ἡ δεξίωσις εἰς τήν αἴθουσαν τοῦ ἱεροῦ ναοῦ. bbox=[576, 1561, 751, 1683]
court-subhead: Ἤρθη ἡ ἀπαγόρευσις προβολῆς τῆς πολυκρότου ταινίας εἰς Ἰταλίαν. Ὁ εἰσαγγελεύς εἶχε ζητήσει καταδίκην bbox=[1183, 851, 1510, 915]
church-section bbox=[385, 647, 567, 1094]
tv-text-armed: 13 Μουσική. 13.30 Ἀκούστε καί δεῖτε. 14.30 Κινούμενα σχέδια. 15.15 Ἑλληνική ταινία. 17.30 Παιδικά. 18.45 Εἰδήσεις. 19.15 Σειρά. 21.00 Εἰδήσεις. 22.30 Ἑλληνική καί ξένη ἐπικαιρότης. bbox=[953, 249, 1133, 330]
taxi-phone: 234-220 bbox=[522, 932, 567, 945]
doctor-entry: 1. Κανάρης Μενέλαος, Μενελάου Ἀλεξάνδρου 123, τηλ. 220-725. bbox=[953, 560, 1133, 600]
church-heading: Ἐκκλησία bbox=[385, 653, 567, 686]
column-rule bbox=[571, 69, 573, 2311]
funeral-names bbox=[953, 1215, 1133, 1809]
funeral-name: ΒΑΣΙΛΙΚΗΣ ΠΑΤΗΣΗ bbox=[981, 1215, 1104, 1230]
memorial-text: Τελοῦμεν αὔριον 9 π.μ. εἰς τόν ἱερόν ναόν τοῦ νεκροταφείου Ἁγίας Παρασκευῆς μνημόσυνον ὑπέρ ἀναπαύσεως τῆς ψυχῆς τοῦ προσφιλοῦς ἡμῶν συζύγου καί πατρός. Ἡ σύζυγος, τά τέκνα, οἱ ἐγγονοί. Ἡ δεξίωσις εἰς τήν αἴθουσαν τοῦ ἱεροῦ ναοῦ. bbox=[760, 1312, 944, 1420]
doctor-specialty: ΚΑΡΔΙΟΛΟΓΟΙ bbox=[999, 543, 1087, 558]
memorial-text: Τελοῦμεν αὔριον 9 π.μ. εἰς τόν ἱερόν ναόν τοῦ νεκροταφείου Ἁγίας Παρασκευῆς μνημόσυνον ὑπέρ ἀναπαύσεως τῆς ψυχῆς τοῦ προσφιλοῦς ἡμῶν συζύγου καί πατρός. Ἡ σύζυγος, τά τέκνα, οἱ ἐγγονοί. Ἡ δεξίωσις εἰς τήν αἴθουσαν τοῦ ἱεροῦ ναοῦ. bbox=[760, 900, 944, 1009]
memorial-text: Τελοῦμεν αὔριον 9 π.μ. εἰς τόν ἱερόν ναόν τοῦ νεκροταφείου Ἁγίας Παρασκευῆς μνημόσυνον ὑπέρ ἀναπαύσεως τῆς ψυχῆς τοῦ προσφιλοῦς ἡμῶν συζύγου καί πατρός. Ἡ σύζυγος, τά τέκνα, οἱ ἐγγονοί. Ἡ δεξίωσις εἰς τήν αἴθουσαν τοῦ ἱεροῦ ναοῦ. bbox=[576, 1707, 751, 1829]
